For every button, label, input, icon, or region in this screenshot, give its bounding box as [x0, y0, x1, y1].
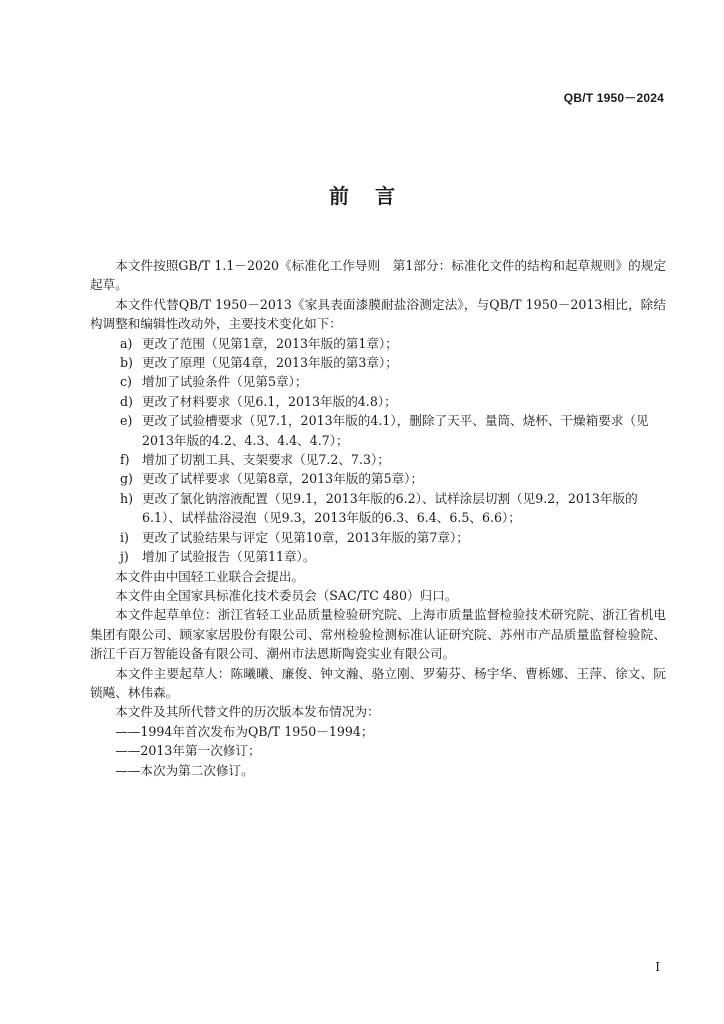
paragraph-proposed-by: 本文件由中国轻工业联合会提出。: [115, 568, 305, 584]
list-item-label: i): [120, 529, 129, 545]
list-item-label: j): [120, 549, 129, 565]
history-item: ——本次为第二次修订。: [115, 762, 254, 778]
list-item-text: 更改了材料要求（见6.1，2013年版的4.8）；: [142, 393, 397, 409]
list-item: [90, 489, 666, 528]
list-item-text: 更改了试验槽要求（见7.1，2013年版的4.1），删除了天平、量筒、烧杯、干燥箱要求（见2013年版的4.2、4.3、4.4、4.7）；: [142, 413, 649, 448]
paragraph-history-intro: 本文件及其所代替文件的历次版本发布情况为：: [115, 704, 380, 720]
list-item: [90, 528, 666, 547]
list-item: [90, 372, 666, 391]
list-item-text: 增加了试验条件（见第5章）；: [142, 374, 308, 390]
list-item-label: b): [120, 355, 133, 371]
history-item: ——1994年首次发布为QB/T 1950－1994；: [115, 723, 374, 739]
paragraph-drafting-rule: 本文件按照GB/T 1.1－2020《标准化工作导则 第1部分：标准化文件的结构和起草规则》的规定起草。: [90, 258, 666, 293]
list-item: [90, 334, 666, 353]
list-item-text: 更改了原理（见第4章，2013年版的第3章）；: [142, 355, 398, 371]
list-item-text: 更改了试样要求（见第8章，2013年版的第5章）；: [142, 471, 424, 487]
page-title: 前言: [329, 184, 421, 208]
standard-code: QB/T 1950－2024: [563, 91, 664, 105]
list-item-label: e): [120, 413, 133, 429]
list-item-text: 增加了切割工具、支架要求（见7.2、7.3）；: [142, 452, 390, 468]
list-item-label: h): [120, 490, 134, 506]
list-item-text: 更改了氯化钠溶液配置（见9.1，2013年版的6.2）、试样涂层切割（见9.2，2013年版的6.1）、试样盐浴浸泡（见9.3，2013年版的6.3、6.4、6.5、6.6）；: [142, 490, 638, 526]
paragraph-drafters: 本文件主要起草人：陈曦曦、廉俊、钟文瀚、骆立刚、罗菊芬、杨宇华、曹栎娜、王萍、徐文、阮锁飚、林伟森。: [90, 665, 666, 700]
list-item: [90, 469, 666, 488]
list-item-label: f): [120, 452, 130, 468]
list-item: [90, 411, 666, 450]
list-item-text: 增加了试验报告（见第11章）。: [142, 549, 316, 565]
foreword-body: [90, 256, 666, 780]
page-number: I: [655, 960, 660, 974]
list-item: [90, 450, 666, 469]
paragraph-replacement: 本文件代替QB/T 1950－2013《家具表面漆膜耐盐浴测定法》，与QB/T 1950－2013相比，除结构调整和编辑性改动外，主要技术变化如下：: [90, 296, 666, 332]
list-item-label: a): [120, 335, 133, 351]
list-item: [90, 547, 666, 566]
list-item-text: 更改了范围（见第1章，2013年版的第1章）；: [142, 335, 398, 351]
list-item-text: 更改了试验结果与评定（见第10章，2013年版的第7章）；: [142, 529, 469, 545]
list-item: [90, 392, 666, 411]
paragraph-drafting-units: 本文件起草单位：浙江省轻工业品质量检验研究院、上海市质量监督检验技术研究院、浙江省机电集团有限公司、顾家家居股份有限公司、常州检验检测标准认证研究院、苏州市产品质量监督检验院、浙江千百万智能设备有限公司、潮州市法恩斯陶瓷实业有限公司。: [90, 607, 666, 662]
history-item: ——2013年第一次修订；: [115, 743, 261, 759]
list-item-label: c): [120, 374, 132, 390]
list-item: [90, 353, 666, 372]
paragraph-managed-by: 本文件由全国家具标准化技术委员会（SAC/TC 480）归口。: [115, 587, 458, 603]
changes-list: [90, 334, 666, 567]
list-item-label: g): [120, 471, 133, 487]
list-item-label: d): [120, 393, 133, 409]
